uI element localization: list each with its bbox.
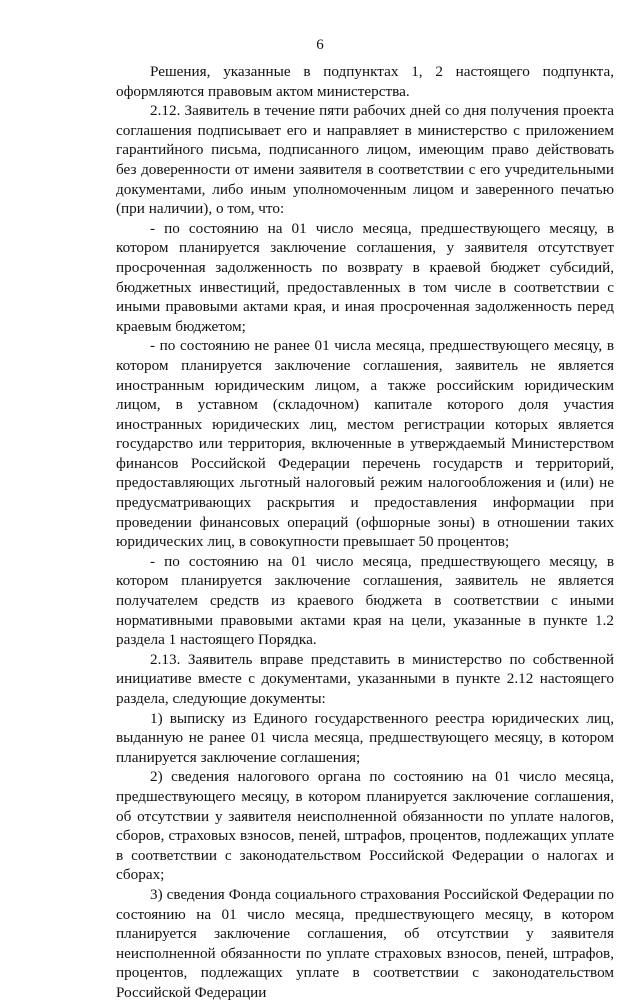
list-item-social-insurance-info: 3) сведения Фонда социального страхования Российской Федерации по состоянию на 01 число месяца, предшествующего месяцу, в котором планируется заключение соглашения, об отсутствии у заявителя неисполненной обязанности по уплате страховых взносов, пеней, штрафов, процентов, подлежащих уплате в соответствии с законодательством Российской Федерации — [116, 885, 614, 1001]
list-item-tax-authority-info: 2) сведения налогового органа по состоянию на 01 число месяца, предшествующего месяцу, в котором планируется заключение соглашения, об отсутствии у заявителя неисполненной обязанности по уплате налогов, сборов, страховых взносов, пеней, штрафов, процентов, подлежащих уплате в соответствии с законодательством Российской Федерации о налогах и сборах; — [116, 768, 614, 884]
page-number: 6 — [316, 37, 324, 53]
list-item-no-overdue-debt: - по состоянию на 01 число месяца, предшествующего месяцу, в котором планируется заключение соглашения, у заявителя отсутствует просроченная задолженность по возврату в краевой бюджет субсидий, бюджетных инвестиций, предоставленных в том числе в соответствии с иными правовыми актами края, и иная просроченная задолженность перед краевым бюджетом; — [116, 219, 614, 335]
paragraph-2-13: 2.13. Заявитель вправе представить в министерство по собственной инициативе вместе с документами, указанными в пункте 2.12 настоящего раздела, следующие документы: — [116, 650, 614, 707]
list-item-registry-extract: 1) выписку из Единого государственного реестра юридических лиц, выданную не ранее 01 числа месяца, предшествующего месяцу, в котором планируется заключение соглашения; — [116, 709, 614, 766]
list-item-not-foreign-entity: - по состоянию не ранее 01 числа месяца, предшествующего месяцу, в котором планируется заключение соглашения, заявитель не является иностранным юридическим лицом, а также российским юридическим лицом, в уставном (складочном) капитале которого доля участия иностранных юридических лиц, местом регистрации которых является государство или территория, включенные в утверждаемый Министерством финансов Российской Федерации перечень государств и территорий, предоставляющих льготный налоговый режим налогообложения и (или) не предусматривающих раскрытия и предоставления информации при проведении финансовых операций (офшорные зоны) в отношении таких юридических лиц, в совокупности превышает 50 процентов; — [116, 337, 614, 551]
list-item-not-budget-recipient: - по состоянию на 01 число месяца, предшествующего месяцу, в котором планируется заключение соглашения, заявитель не является получателем средств из краевого бюджета в соответствии с иными нормативными правовыми актами края на цели, указанные в пункте 1.2 раздела 1 настоящего Порядка. — [116, 552, 614, 649]
paragraph-decision-formalization: Решения, указанные в подпунктах 1, 2 настоящего подпункта, оформляются правовым актом министерства. — [116, 63, 614, 100]
paragraph-2-12: 2.12. Заявитель в течение пяти рабочих дней со дня получения проекта соглашения подписывает его и направляет в министерство с приложением гарантийного письма, подписанного лицом, имеющим право действовать без доверенности от имени заявителя в соответствии с его учредительными документами, либо иным уполномоченным лицом и заверенного печатью (при наличии), о том, что: — [116, 102, 614, 218]
document-body — [116, 62, 614, 1003]
